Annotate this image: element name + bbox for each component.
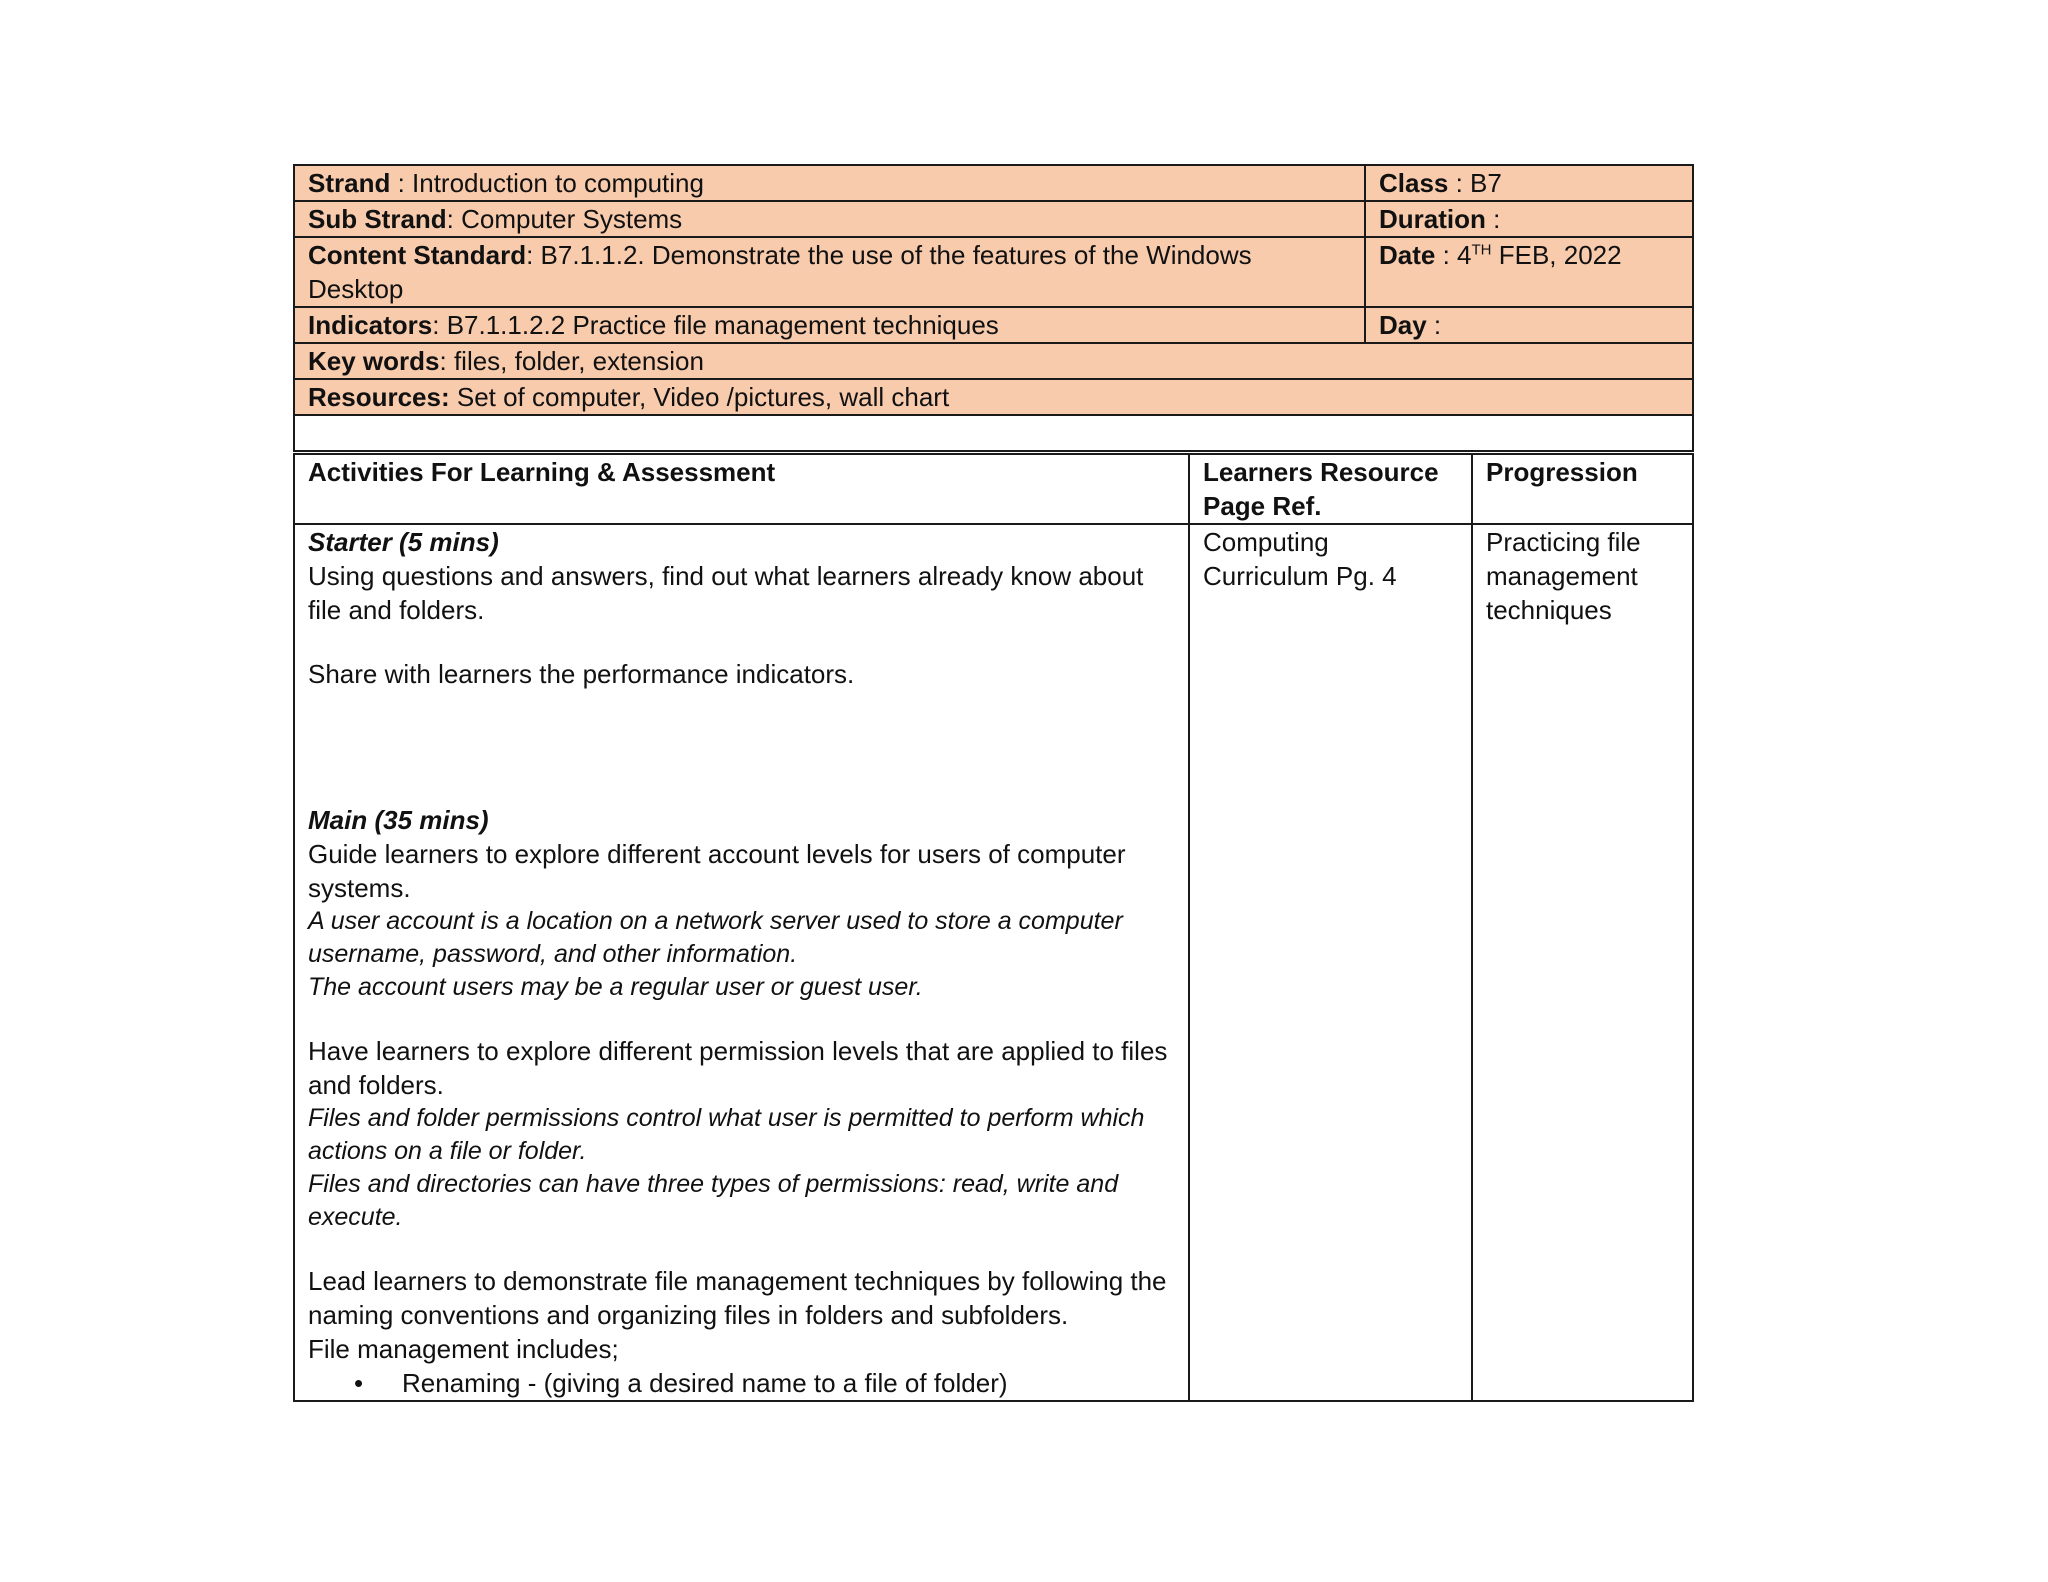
resource-column-header: Learners Resource Page Ref.	[1189, 454, 1472, 524]
keywords-value: : files, folder, extension	[439, 346, 704, 376]
day-cell	[1365, 307, 1693, 343]
user-account-note: A user account is a location on a network server used to store a computer username, password, and other information.	[308, 907, 1123, 968]
progression-text: Practicing file management techniques	[1486, 527, 1641, 625]
content-standard-row	[294, 237, 1693, 307]
keywords-label: Key words	[308, 346, 440, 376]
permission-types-note: Files and directories can have three types of permissions: read, write and execute.	[308, 1170, 1119, 1231]
date-suffix: FEB, 2022	[1491, 240, 1622, 270]
main-text-accounts: Guide learners to explore different account levels for users of computer systems.	[308, 839, 1126, 903]
activities-body-row	[294, 524, 1693, 1401]
lesson-header-table	[293, 164, 1694, 452]
substrand-cell	[294, 201, 1365, 237]
resource-ref-cell	[1189, 524, 1472, 1401]
class-label: Class	[1379, 168, 1449, 198]
progression-column-header: Progression	[1472, 454, 1693, 524]
activities-column-header: Activities For Learning & Assessment	[294, 454, 1189, 524]
main-text-permissions: Have learners to explore different permission levels that are applied to files and folders.	[308, 1036, 1168, 1100]
bullet-icon: •	[354, 1368, 364, 1398]
activities-header-row	[294, 454, 1693, 524]
starter-text: Using questions and answers, find out what learners already know about file and folders.	[308, 561, 1144, 625]
resources-row	[294, 379, 1693, 415]
date-cell	[1365, 237, 1693, 307]
resources-cell	[294, 379, 1693, 415]
strand-row	[294, 165, 1693, 201]
blank-spacer-row	[294, 415, 1693, 451]
duration-label: Duration	[1379, 204, 1486, 234]
spacer	[308, 1234, 1175, 1264]
substrand-row	[294, 201, 1693, 237]
substrand-value: : Computer Systems	[446, 204, 683, 234]
keywords-cell	[294, 343, 1693, 379]
activities-table	[293, 453, 1694, 1402]
strand-value: : Introduction to computing	[390, 168, 704, 198]
day-label: Day	[1379, 310, 1427, 340]
blank-spacer-cell	[294, 415, 1693, 451]
keywords-row	[294, 343, 1693, 379]
class-value: : B7	[1448, 168, 1502, 198]
resource-ref-text: Computing Curriculum Pg. 4	[1203, 527, 1397, 591]
main-text-file-management: Lead learners to demonstrate file management techniques by following the naming conventions and organizing files in folders and subfolders.	[308, 1266, 1167, 1330]
spacer	[308, 691, 1175, 803]
starter-heading: Starter (5 mins)	[308, 527, 499, 557]
main-heading: Main (35 mins)	[308, 805, 489, 835]
date-superscript: TH	[1471, 241, 1492, 259]
day-value: :	[1426, 310, 1442, 340]
content-standard-value: : B7.1.1.2. Demonstrate the use of the features of the Windows Desktop	[308, 240, 1252, 304]
account-users-note: The account users may be a regular user or guest user.	[308, 973, 923, 1001]
duration-value: :	[1485, 204, 1501, 234]
indicators-label: Indicators	[308, 310, 433, 340]
content-standard-cell	[294, 237, 1365, 307]
indicators-row	[294, 307, 1693, 343]
permissions-note: Files and folder permissions control what user is permitted to perform which actions on a file or folder.	[308, 1104, 1145, 1165]
progression-cell	[1472, 524, 1693, 1401]
date-prefix: : 4	[1435, 240, 1472, 270]
strand-label: Strand	[308, 168, 391, 198]
starter-share-text: Share with learners the performance indicators.	[308, 659, 855, 689]
substrand-label: Sub Strand	[308, 204, 447, 234]
resources-label: Resources:	[308, 382, 450, 412]
file-management-intro: File management includes;	[308, 1334, 619, 1364]
list-item	[308, 1366, 1175, 1400]
duration-cell	[1365, 201, 1693, 237]
class-cell	[1365, 165, 1693, 201]
spacer	[308, 627, 1175, 657]
indicators-value: : B7.1.1.2.2 Practice file management techniques	[432, 310, 999, 340]
spacer	[308, 1004, 1175, 1034]
indicators-cell	[294, 307, 1365, 343]
content-standard-label: Content Standard	[308, 240, 527, 270]
resources-value: Set of computer, Video /pictures, wall chart	[449, 382, 950, 412]
activities-cell	[294, 524, 1189, 1401]
strand-cell	[294, 165, 1365, 201]
bullet-text-renaming: Renaming - (giving a desired name to a file of folder)	[402, 1368, 1008, 1398]
date-label: Date	[1379, 240, 1436, 270]
